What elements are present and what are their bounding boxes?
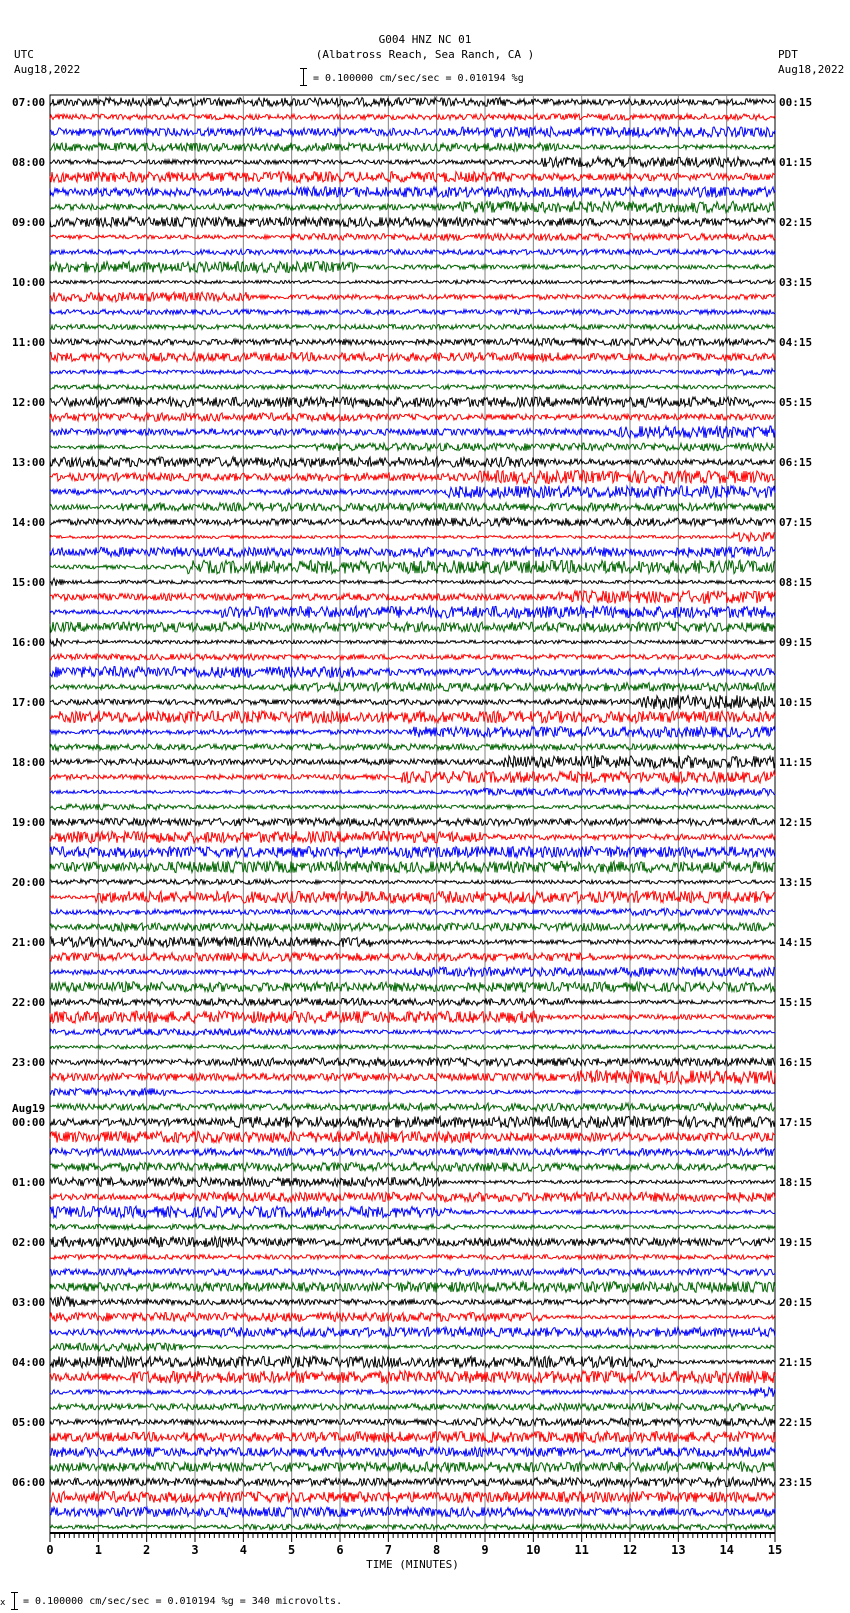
utc-hour-label: 17:00 [12,696,46,709]
x-tick-label: 1 [94,1543,102,1557]
seismic-trace [50,683,775,692]
right-date: Aug18,2022 [778,63,845,76]
seismic-trace [50,1237,775,1247]
seismic-trace [50,114,775,120]
seismic-trace [50,292,775,302]
seismic-trace [50,172,775,183]
seismic-trace [50,1478,775,1487]
pdt-hour-label: 14:15 [779,936,813,949]
seismic-trace [50,1491,775,1502]
seismic-trace [50,353,775,362]
seismic-trace [50,1029,775,1036]
x-axis-label: TIME (MINUTES) [366,1558,459,1571]
utc-hour-label: 12:00 [12,396,46,409]
pdt-hour-label: 10:15 [779,696,813,709]
seismic-trace [50,1343,775,1351]
seismic-trace [50,667,775,678]
seismic-trace [50,1418,775,1426]
pdt-hour-label: 19:15 [779,1236,813,1249]
left-timezone: UTC [14,48,34,61]
seismic-trace [50,1447,775,1457]
pdt-hour-label: 16:15 [779,1056,813,1069]
utc-hour-label: 04:00 [12,1356,46,1369]
utc-hour-label: 10:00 [12,276,46,289]
seismic-trace [50,127,775,137]
pdt-hour-label: 20:15 [779,1296,813,1309]
seismic-trace [50,1432,775,1443]
seismic-trace [50,1524,775,1530]
utc-hour-label: 22:00 [12,996,46,1009]
seismic-trace [50,324,775,329]
utc-hour-label: 00:00 [12,1116,46,1129]
seismic-trace [50,98,775,107]
seismic-trace [50,654,775,660]
seismic-trace [50,413,775,421]
utc-hour-label: 19:00 [12,816,46,829]
utc-hour-label: 08:00 [12,156,46,169]
x-tick-label: 13 [671,1543,686,1557]
pdt-hour-label: 11:15 [779,756,813,769]
utc-hour-label: 03:00 [12,1296,46,1309]
pdt-hour-label: 06:15 [779,456,813,469]
footer-scale-text: = 0.100000 cm/sec/sec = 0.010194 %g = 340 microvolts. [23,1596,343,1607]
seismic-trace [50,547,775,557]
seismic-trace [50,280,775,284]
seismic-trace [50,1403,775,1411]
seismic-trace [50,1116,775,1127]
utc-hour-label: 11:00 [12,336,46,349]
seismic-trace [50,397,775,407]
x-tick-label: 10 [526,1543,541,1557]
seismic-trace [50,1131,775,1142]
utc-hour-label: 20:00 [12,876,46,889]
x-tick-label: 3 [191,1543,199,1557]
utc-hour-label: 07:00 [12,96,46,109]
x-tick-label: 2 [143,1543,151,1557]
pdt-hour-label: 22:15 [779,1416,813,1429]
pdt-hour-label: 09:15 [779,636,813,649]
pdt-hour-label: 04:15 [779,336,813,349]
footer-scale-bar-icon [11,1592,18,1610]
seismic-trace [50,967,775,976]
pdt-hour-label: 07:15 [779,516,813,529]
utc-hour-label: 13:00 [12,456,46,469]
seismic-trace [50,385,775,389]
left-date: Aug18,2022 [14,63,81,76]
seismic-trace [50,249,775,254]
seismic-trace [50,1058,775,1066]
seismic-trace [50,1255,775,1260]
seismic-trace [50,1297,775,1307]
seismic-trace [50,486,775,498]
utc-hour-label: 16:00 [12,636,46,649]
pdt-hour-label: 03:15 [779,276,813,289]
seismic-trace [50,638,775,646]
seismic-trace [50,1371,775,1383]
seismic-trace [50,695,775,709]
seismic-trace [50,262,775,273]
x-tick-label: 15 [767,1543,783,1557]
utc-hour-label: 18:00 [12,756,46,769]
utc-hour-label: 21:00 [12,936,46,949]
seismic-trace [50,187,775,197]
utc-hour-label: 05:00 [12,1416,46,1429]
seismic-trace [50,201,775,212]
utc-hour-label: 09:00 [12,216,46,229]
x-tick-label: 9 [481,1543,489,1557]
seismic-trace [50,1269,775,1276]
pdt-hour-label: 23:15 [779,1476,813,1489]
utc-hour-label: 23:00 [12,1056,46,1069]
seismic-trace [50,744,775,751]
seismic-trace [50,1045,775,1049]
seismic-trace [50,818,775,826]
seismic-trace [50,157,775,167]
seismic-trace [50,804,775,810]
pdt-hour-label: 02:15 [779,216,813,229]
x-tick-label: 12 [622,1543,638,1557]
seismic-trace [50,1462,775,1472]
seismic-trace [50,217,775,227]
seismic-trace [50,518,775,526]
seismic-trace [50,578,775,586]
seismic-trace [50,788,775,795]
right-timezone: PDT [778,48,798,61]
pdt-hour-label: 17:15 [779,1116,813,1129]
seismic-trace [50,879,775,884]
seismic-trace [50,1282,775,1293]
utc-hour-label: 15:00 [12,576,46,589]
seismic-trace [50,1206,775,1217]
seismic-trace [50,1163,775,1172]
seismic-trace [50,1103,775,1111]
x-tick-label: 14 [719,1543,734,1557]
pdt-hour-label: 08:15 [779,576,813,589]
seismic-trace [50,591,775,604]
pdt-hour-label: 05:15 [779,396,813,409]
seismic-trace [50,1088,775,1096]
x-tick-label: 7 [384,1543,392,1557]
seismic-trace [50,470,775,483]
seismic-trace [50,891,775,903]
seismic-trace [50,711,775,723]
seismic-trace [50,1148,775,1156]
seismic-trace [50,1177,775,1186]
seismic-trace [50,338,775,345]
seismic-trace [50,1387,775,1396]
seismic-trace [50,831,775,843]
seismic-trace [50,606,775,618]
seismic-trace [50,937,775,947]
x-tick-label: 8 [433,1543,441,1557]
x-tick-label: 6 [336,1543,344,1557]
station-title: G004 HNZ NC 01 [378,33,472,46]
seismic-trace [50,1327,775,1336]
footer-marker: x [0,1598,6,1608]
utc-hour-label: 02:00 [12,1236,46,1249]
x-tick-label: 4 [239,1543,247,1557]
x-tick-label: 0 [46,1543,54,1557]
x-tick-label: 5 [288,1543,296,1557]
utc-hour-label: 01:00 [12,1176,46,1189]
seismic-trace [50,908,775,915]
seismic-trace [50,457,775,467]
seismic-trace [50,771,775,783]
seismic-trace [50,756,775,769]
seismic-trace [50,310,775,315]
seismic-trace [50,1312,775,1321]
pdt-hour-label: 18:15 [779,1176,813,1189]
date-change-label: Aug19 [12,1102,46,1115]
seismic-trace [50,234,775,241]
seismic-trace [50,923,775,931]
seismic-trace [50,1192,775,1202]
seismic-trace [50,532,775,541]
seismic-trace [50,1070,775,1084]
station-location: (Albatross Reach, Sea Ranch, CA ) [315,48,535,61]
seismic-trace [50,1356,775,1367]
seismic-trace [50,1507,775,1517]
seismic-trace [50,727,775,738]
x-tick-label: 11 [574,1543,589,1557]
seismic-trace [50,622,775,632]
header-scale-text: = 0.100000 cm/sec/sec = 0.010194 %g [313,73,524,84]
pdt-hour-label: 15:15 [779,996,813,1009]
pdt-hour-label: 00:15 [779,96,813,109]
utc-hour-label: 06:00 [12,1476,46,1489]
seismic-trace [50,982,775,992]
pdt-hour-label: 12:15 [779,816,813,829]
seismic-trace [50,846,775,857]
seismic-trace [50,443,775,451]
seismic-trace [50,503,775,511]
seismic-trace [50,861,775,873]
seismic-trace [50,560,775,573]
seismic-trace [50,1011,775,1023]
pdt-hour-label: 13:15 [779,876,813,889]
seismic-trace [50,998,775,1005]
seismic-trace [50,143,775,152]
pdt-hour-label: 01:15 [779,156,813,169]
seismic-trace [50,1224,775,1229]
seismic-trace [50,369,775,376]
pdt-hour-label: 21:15 [779,1356,813,1369]
utc-hour-label: 14:00 [12,516,46,529]
seismic-trace [50,426,775,438]
seismic-trace [50,953,775,961]
